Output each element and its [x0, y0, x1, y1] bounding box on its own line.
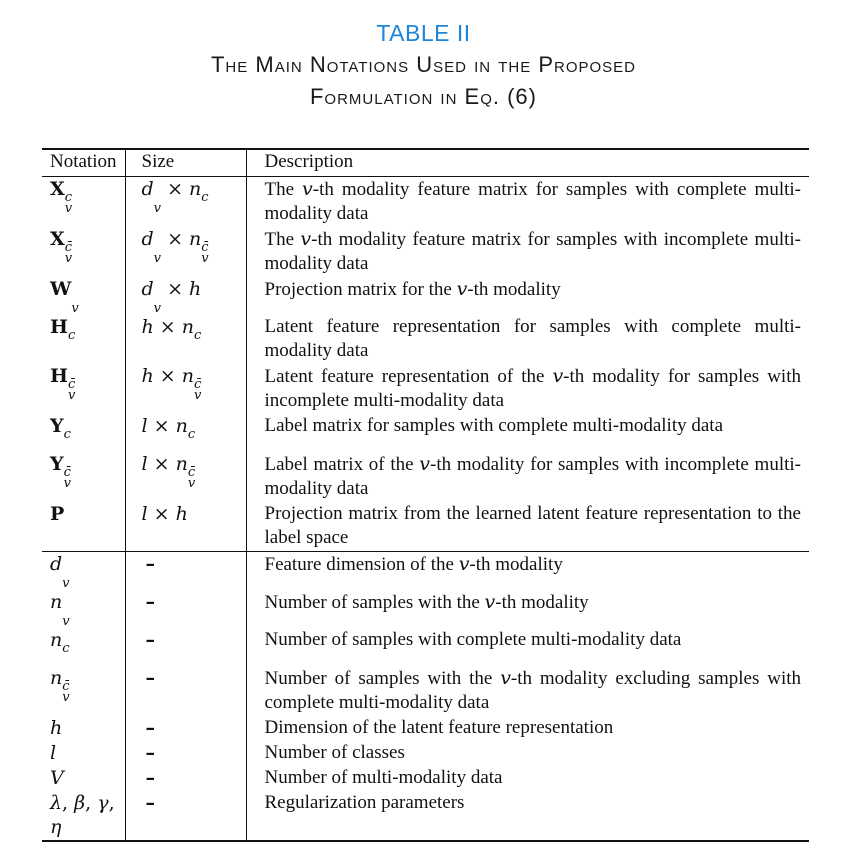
- table-title-line1: The Main Notations Used in the Proposed: [210, 52, 637, 77]
- size-cell: –: [125, 766, 246, 791]
- description-cell: Label matrix for samples with complete multi-modality data: [264, 415, 724, 436]
- table-row: [42, 791, 809, 841]
- notation-cell: d v: [42, 552, 125, 591]
- description-cell: Dimension of the latent feature representation: [264, 717, 614, 738]
- table-row: [42, 590, 809, 628]
- notation-cell: λ, β, γ, η: [42, 791, 125, 841]
- notation-cell: h: [42, 716, 125, 741]
- table-row: [42, 716, 809, 741]
- table-row: [42, 502, 809, 552]
- size-cell: l × h: [125, 502, 246, 552]
- table-row: [42, 364, 809, 414]
- description-cell: Number of multi-modality data: [264, 767, 503, 788]
- notation-cell: H c̄ v: [42, 364, 125, 414]
- table-row: [42, 552, 809, 591]
- table-row: [42, 315, 809, 364]
- table-row: [42, 666, 809, 716]
- notation-cell: Y c̄ v: [42, 452, 125, 502]
- size-cell: –: [125, 666, 246, 716]
- description-cell: Regularization parameters: [264, 792, 465, 813]
- description-cell: Label matrix of the v-th modality for samples with incomplete multi-modality data: [264, 453, 802, 499]
- table-row: [42, 227, 809, 277]
- description-cell: Number of samples with the v-th modality excluding samples with complete multi-modality data: [264, 667, 801, 713]
- table-title-line2: Formulation in Eq. (6): [309, 84, 537, 109]
- size-cell: –: [125, 791, 246, 841]
- description-cell: Number of classes: [264, 742, 405, 763]
- size-cell: d v × n c̄ v: [125, 227, 246, 277]
- notation-cell: X c̄ v: [42, 227, 125, 277]
- notation-cell: W v: [42, 277, 125, 315]
- description-cell: The v-th modality feature matrix for samples with complete multi-modality data: [264, 178, 801, 224]
- table-row: [42, 452, 809, 502]
- description-cell: Number of samples with complete multi-modality data: [264, 629, 682, 650]
- size-cell: –: [125, 716, 246, 741]
- table-header-row: [42, 149, 809, 177]
- notation-cell: Y c: [42, 414, 125, 452]
- description-cell: Projection matrix for the v-th modality: [264, 278, 561, 300]
- notation-cell: X c v: [42, 177, 125, 228]
- description-cell: Feature dimension of the v-th modality: [246, 552, 809, 591]
- table-row: [42, 628, 809, 666]
- table-row: [42, 741, 809, 766]
- table-row: [42, 277, 809, 315]
- size-cell: d v × h: [125, 277, 246, 315]
- header-description: Description: [264, 151, 354, 172]
- table-row: [42, 414, 809, 452]
- table-row: [42, 766, 809, 791]
- size-cell: d v × n c: [125, 177, 246, 228]
- table-row: [42, 177, 809, 228]
- notation-cell: V: [42, 766, 125, 791]
- description-cell: Latent feature representation of the v-th modality for samples with incomplete multi-modality data: [264, 365, 801, 411]
- header-notation: Notation: [42, 149, 125, 177]
- description-cell: The v-th modality feature matrix for samples with incomplete multi-modality data: [264, 228, 801, 274]
- description-cell: Latent feature representation for samples with complete multi-modality data: [264, 316, 801, 361]
- size-cell: l × n c̄ v: [125, 452, 246, 502]
- header-size: Size: [125, 149, 246, 177]
- size-cell: –: [125, 628, 246, 666]
- notation-cell: H c: [42, 315, 125, 364]
- notation-cell: l: [42, 741, 125, 766]
- size-cell: –: [125, 552, 246, 591]
- size-cell: –: [125, 741, 246, 766]
- notation-cell: n v: [42, 590, 125, 628]
- size-cell: –: [125, 590, 246, 628]
- size-cell: h × n c̄ v: [125, 364, 246, 414]
- description-cell: Projection matrix from the learned latent feature representation to the label space: [264, 503, 801, 548]
- notation-cell: P: [42, 502, 125, 552]
- notation-cell: n c̄ v: [42, 666, 125, 716]
- notation-table: [42, 148, 809, 842]
- notation-cell: n c: [42, 628, 125, 666]
- table-label: TABLE II: [376, 20, 471, 46]
- size-cell: l × n c: [125, 414, 246, 452]
- description-cell: Number of samples with the v-th modality: [264, 591, 589, 613]
- size-cell: h × n c: [125, 315, 246, 364]
